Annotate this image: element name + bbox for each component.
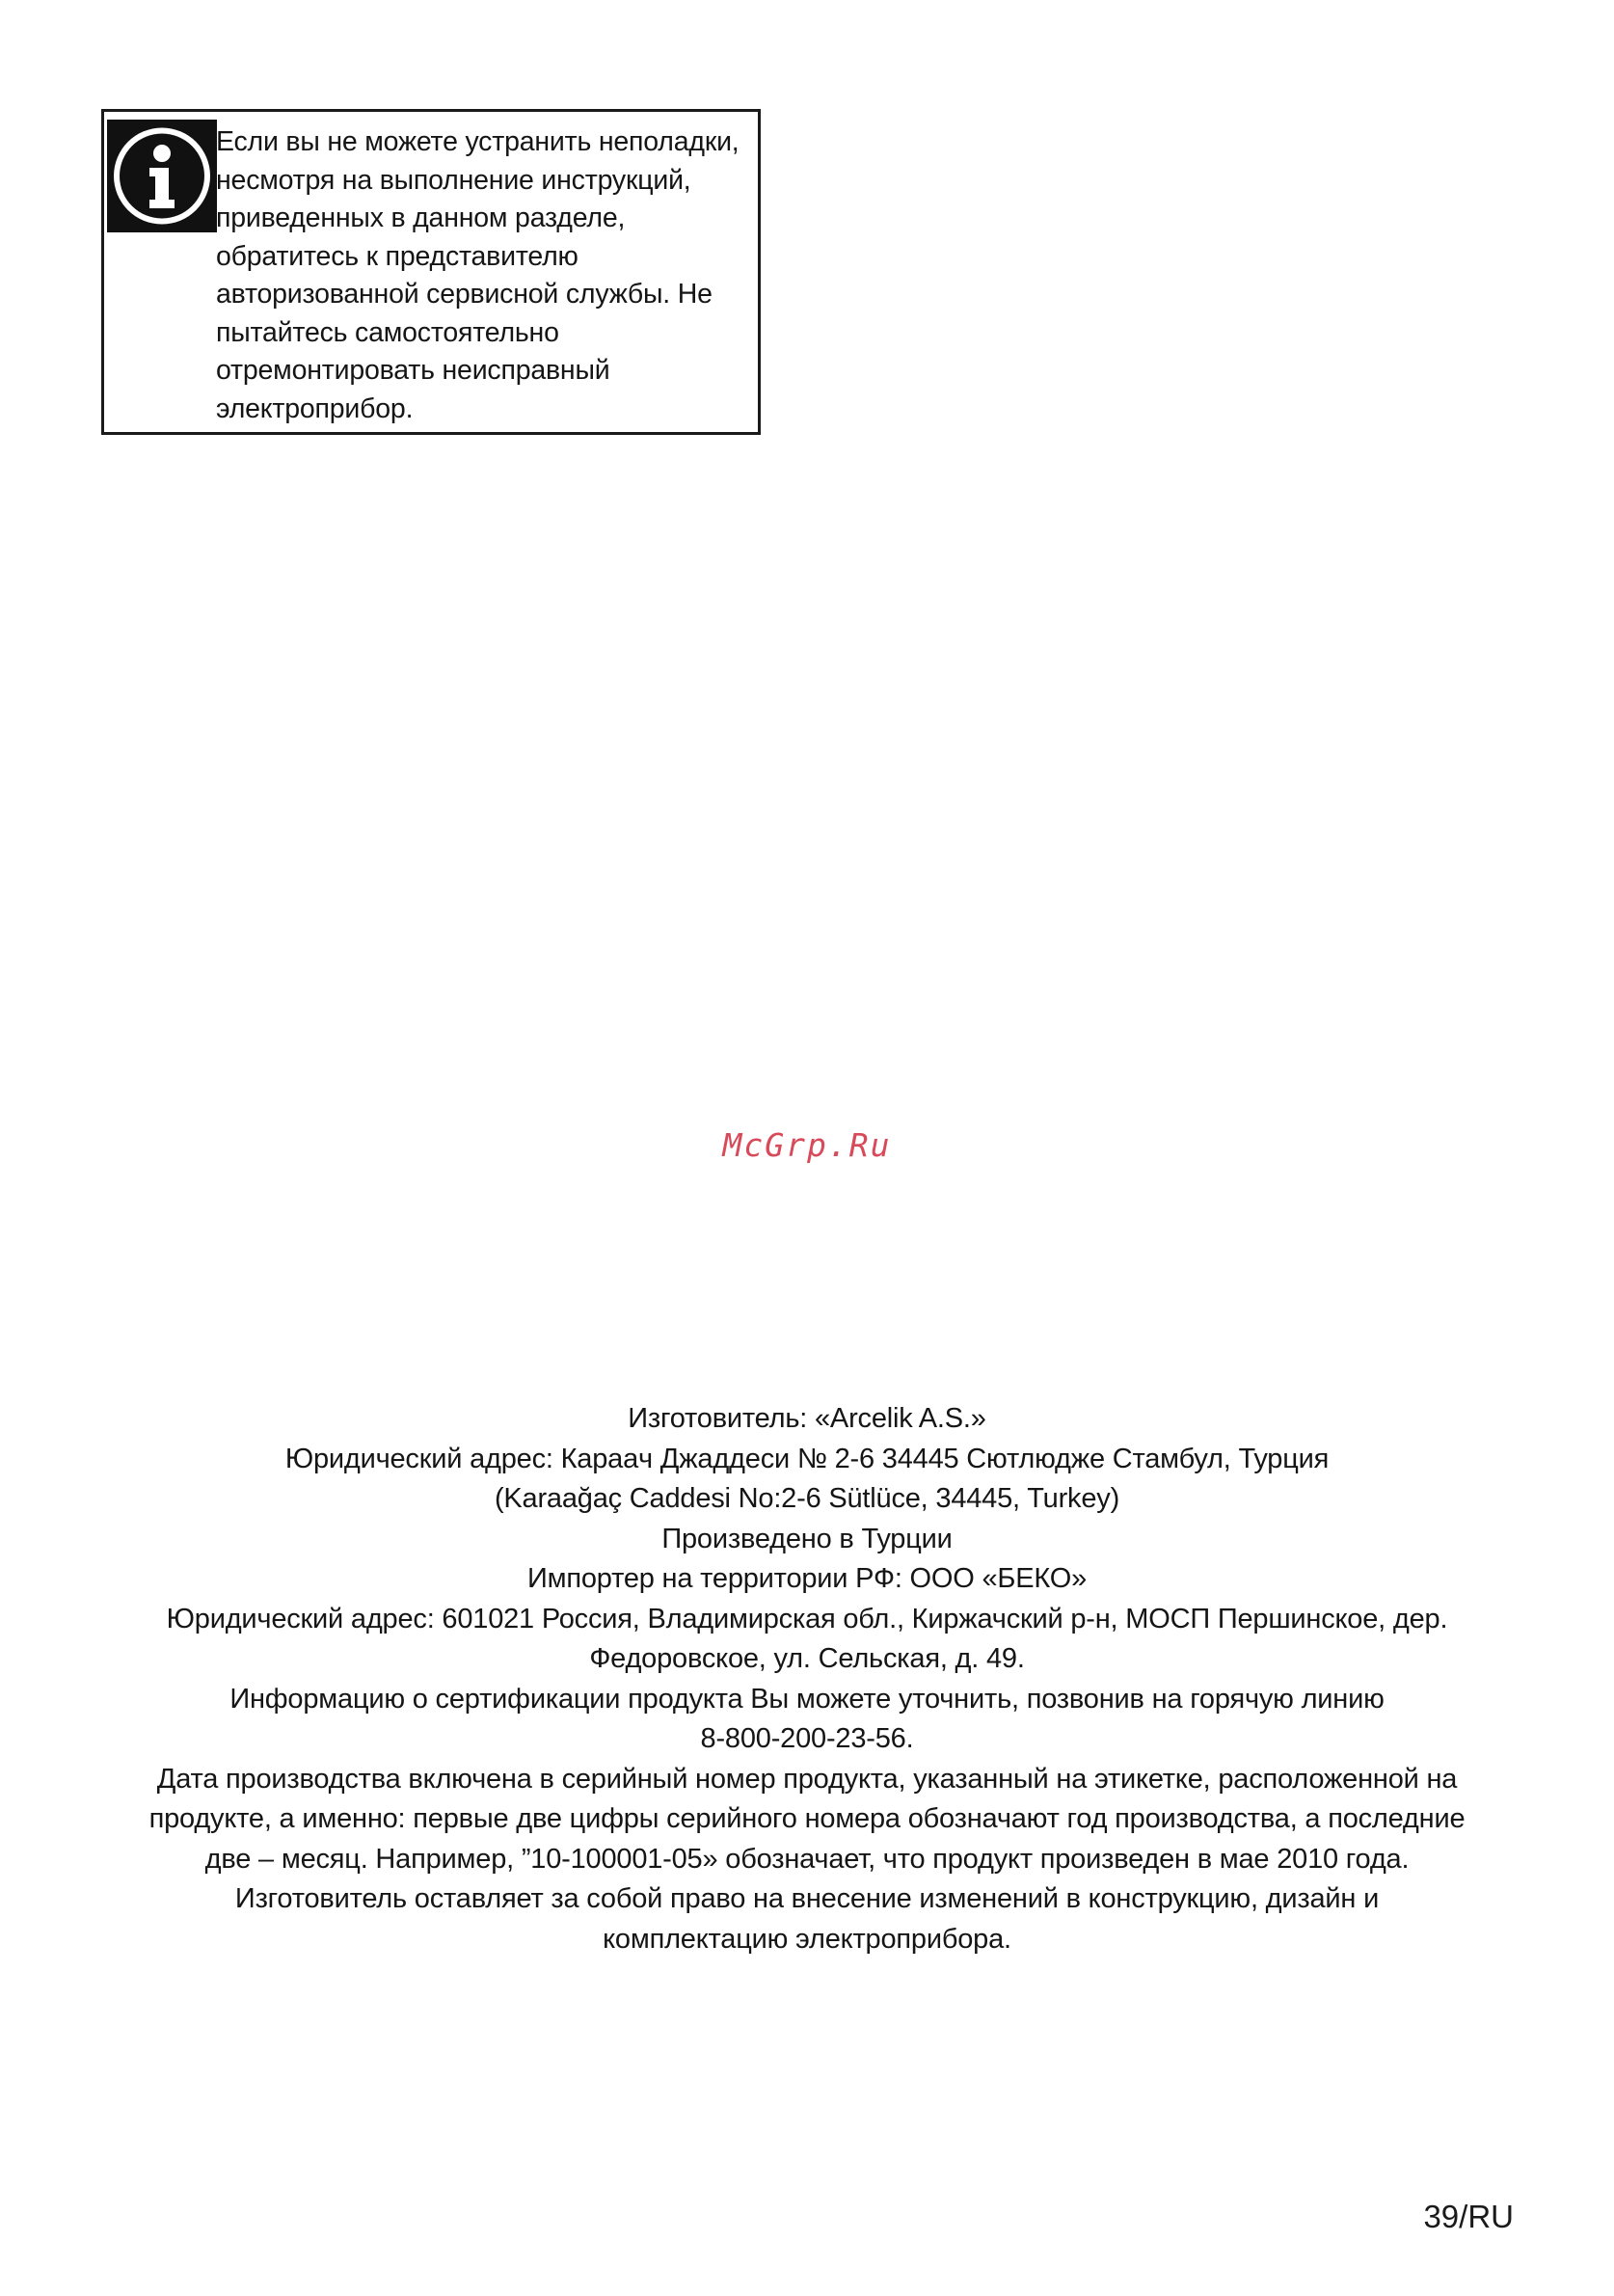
manufacturer-line: две – месяц. Например, ”10-100001-05» обозначает, что продукт произведен в мае 2010 года. [204, 1843, 1410, 1875]
manufacturer-line: Импортер на территории РФ: ООО «БЕКО» [526, 1563, 1088, 1594]
info-line: несмотря на выполнение инструкций, [216, 164, 691, 196]
info-line: пытайтесь самостоятельно [216, 316, 559, 348]
manufacturer-line: Юридический адрес: Карaaч Джаддеси № 2-6 34445 Сютлюдже Стамбул, Турция [284, 1443, 1330, 1474]
info-line: Если вы не можете устранить неполадки, [216, 126, 740, 157]
manufacturer-line: Произведено в Турции [661, 1523, 953, 1554]
manufacturer-line: комплектацию электроприбора. [603, 1923, 1011, 1955]
manufacturer-line: 8-800-200-23-56. [700, 1723, 914, 1754]
manufacturer-info [96, 1399, 1518, 1959]
manufacturer-line: Информацию о сертификации продукта Вы можете уточнить, позвонив на горячую линию [229, 1683, 1385, 1715]
manufacturer-line: Изготовитель: «Arcelik A.S.» [628, 1403, 986, 1434]
manufacturer-line: Юридический адрес: 601021 Россия, Владимирская обл., Киржачский р-н, МОСП Першинское, дер. [166, 1603, 1448, 1634]
info-line: приведенных в данном разделе, [216, 203, 626, 233]
info-line: отремонтировать неисправный [216, 355, 610, 386]
manufacturer-line: Изготовитель оставляет за собой право на внесение изменений в конструкцию, дизайн и [234, 1883, 1380, 1914]
info-line: обратитесь к представителю [216, 240, 578, 272]
info-line: электроприбор. [216, 392, 414, 424]
info-notice-box [101, 109, 761, 435]
page-number: 39/RU [1423, 2199, 1514, 2234]
manufacturer-line: Дата производства включена в серийный номер продукта, указанный на этикетке, расположенной на [156, 1763, 1458, 1795]
watermark: McGrp.Ru [722, 1126, 892, 1164]
manufacturer-line: Федоровское, ул. Сельская, д. 49. [589, 1643, 1025, 1674]
info-notice-text [216, 123, 756, 428]
manufacturer-line: (Karaağaç Caddesi No:2-6 Sütlüce, 34445, Turkey) [494, 1483, 1120, 1514]
info-icon [107, 120, 217, 232]
info-line: авторизованной сервисной службы. Не [216, 279, 713, 310]
manufacturer-line: продукте, а именно: первые две цифры серийного номера обозначают год производства, а последние [148, 1803, 1466, 1834]
